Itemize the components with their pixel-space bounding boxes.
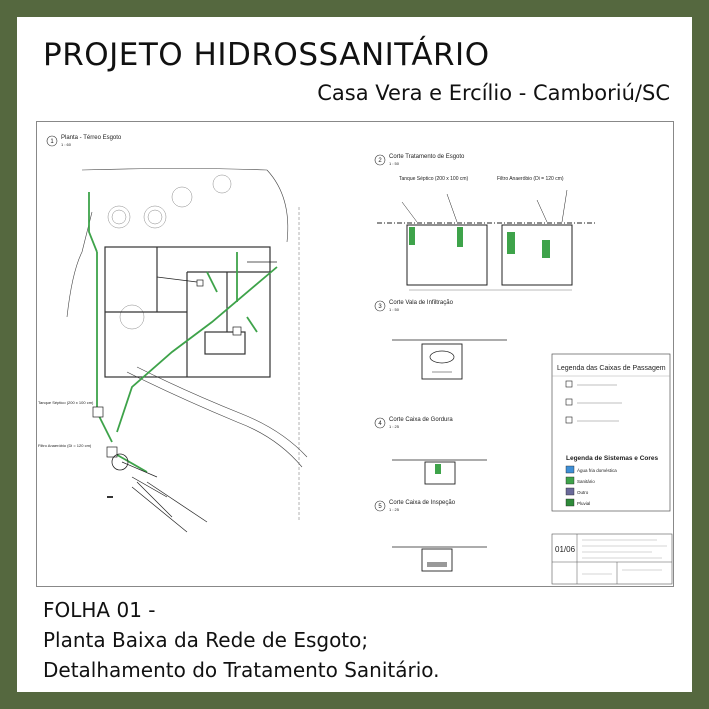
drawing-svg — [37, 122, 673, 586]
section2-number: 2 — [378, 158, 382, 164]
section3-number: 3 — [378, 304, 382, 310]
page-title: PROJETO HIDROSSANITÁRIO — [43, 37, 490, 73]
legend-label-1: Sanitário — [577, 479, 595, 484]
legend-box — [552, 354, 670, 511]
footer-line-2: Planta Baixa da Rede de Esgoto; — [43, 628, 369, 652]
plan-label-filter: Filtro Anaeróbio (Di = 120 cm) — [38, 443, 92, 448]
plan-view — [38, 135, 307, 532]
section-treatment — [375, 154, 597, 290]
section2-scale: 1 : 50 — [389, 161, 400, 166]
legend-label-3: Pluvial — [577, 501, 591, 506]
plan-title: Planta - Térreo Esgoto — [61, 135, 122, 141]
legend-swatch-0 — [566, 466, 574, 473]
section5-scale: 1 : 25 — [389, 507, 400, 512]
plan-number: 1 — [50, 139, 54, 145]
title-block — [552, 534, 672, 584]
section4-number: 4 — [378, 421, 382, 427]
footer-line-3: Detalhamento do Tratamento Sanitário. — [43, 658, 440, 682]
legend-swatch-3 — [566, 499, 574, 506]
section4-title: Corte Caixa de Gordura — [389, 417, 453, 423]
section-infiltration — [375, 300, 507, 379]
section2-filter-label: Filtro Anaeróbio (Di = 120 cm) — [497, 176, 564, 182]
legend-label-0: Água fria doméstica — [577, 468, 617, 473]
section3-scale: 1 : 50 — [389, 307, 400, 312]
section-inspection — [375, 500, 487, 571]
legend-label-2: Outro — [577, 490, 589, 495]
legend-swatch-1 — [566, 477, 574, 484]
section-grease — [375, 417, 487, 484]
section2-tank-label: Tanque Séptico (200 x 100 cm) — [399, 176, 469, 182]
poster-frame — [17, 17, 692, 692]
sheet-description — [43, 595, 440, 685]
footer-line-1: FOLHA 01 - — [43, 598, 156, 622]
section4-scale: 1 : 25 — [389, 424, 400, 429]
page-subtitle: Casa Vera e Ercílio - Camboriú/SC — [317, 81, 670, 105]
drawing-sheet — [36, 121, 674, 587]
sheet-number: 01/06 — [555, 545, 576, 554]
section5-number: 5 — [378, 504, 382, 510]
section5-title: Corte Caixa de Inspeção — [389, 500, 456, 506]
section3-title: Corte Vala de Infiltração — [389, 300, 453, 306]
plan-label-tank: Tanque Séptico (200 x 100 cm) — [38, 400, 94, 405]
legend-swatch-2 — [566, 488, 574, 495]
section2-title: Corte Tratamento de Esgoto — [389, 154, 465, 160]
legend-systems-title: Legenda de Sistemas e Cores — [566, 455, 659, 462]
plan-scale: 1 : 60 — [61, 142, 72, 147]
legend-boxes-title: Legenda das Caixas de Passagem — [557, 365, 666, 372]
